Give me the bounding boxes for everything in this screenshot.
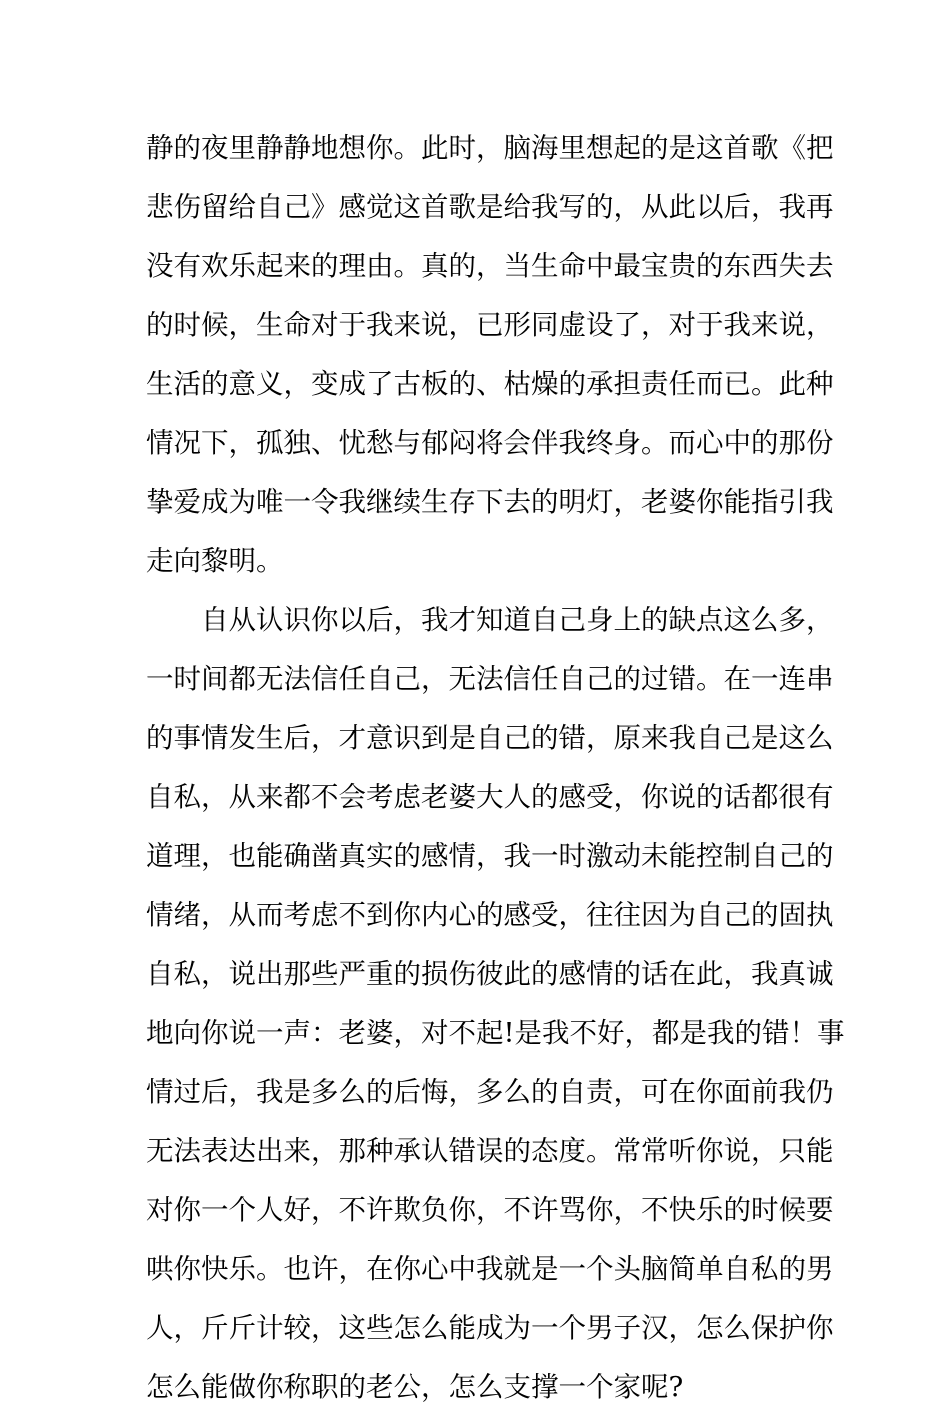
paragraph-2-line-11: 对你一个人好，不许欺负你，不许骂你，不快乐的时候要 — [146, 1194, 834, 1226]
paragraph-2-line-3: 的事情发生后，才意识到是自己的错，原来我自己是这么 — [146, 722, 834, 754]
paragraph-2-line-1: 自从认识你以后，我才知道自己身上的缺点这么多， — [201, 604, 834, 636]
paragraph-2-line-8: 地向你说一声：老婆，对不起!是我不好，都是我的错！事 — [146, 1017, 845, 1049]
paragraph-2-line-2: 一时间都无法信任自己，无法信任自己的过错。在一连串 — [146, 663, 834, 695]
paragraph-1-line-1: 静的夜里静静地想你。此时，脑海里想起的是这首歌《把 — [146, 132, 834, 164]
paragraph-1-line-6: 情况下，孤独、忧愁与郁闷将会伴我终身。而心中的那份 — [146, 427, 834, 459]
paragraph-2-line-14: 怎么能做你称职的老公，怎么支撑一个家呢? — [146, 1371, 684, 1403]
paragraph-1-line-3: 没有欢乐起来的理由。真的，当生命中最宝贵的东西失去 — [146, 250, 834, 282]
paragraph-1-line-2: 悲伤留给自己》感觉这首歌是给我写的，从此以后，我再 — [146, 191, 834, 223]
paragraph-2-line-10: 无法表达出来，那种承认错误的态度。常常听你说，只能 — [146, 1135, 834, 1167]
paragraph-1-line-5: 生活的意义，变成了古板的、枯燥的承担责任而已。此种 — [146, 368, 834, 400]
paragraph-2-line-13: 人，斤斤计较，这些怎么能成为一个男子汉，怎么保护你 — [146, 1312, 834, 1344]
paragraph-2-line-7: 自私，说出那些严重的损伤彼此的感情的话在此，我真诚 — [146, 958, 834, 990]
paragraph-2-line-5: 道理，也能确凿真实的感情，我一时激动未能控制自己的 — [146, 840, 834, 872]
paragraph-2-line-4: 自私，从来都不会考虑老婆大人的感受，你说的话都很有 — [146, 781, 834, 813]
paragraph-1-line-8: 走向黎明。 — [146, 545, 284, 577]
paragraph-2-line-6: 情绪，从而考虑不到你内心的感受，往往因为自己的固执 — [146, 899, 834, 931]
paragraph-1-line-7: 挚爱成为唯一令我继续生存下去的明灯，老婆你能指引我 — [146, 486, 834, 518]
paragraph-1-line-4: 的时候，生命对于我来说，已形同虚设了，对于我来说， — [146, 309, 834, 341]
paragraph-2-line-9: 情过后，我是多么的后悔，多么的自责，可在你面前我仍 — [146, 1076, 834, 1108]
document-body — [146, 128, 845, 1426]
paragraph-2-line-12: 哄你快乐。也许，在你心中我就是一个头脑简单自私的男 — [146, 1253, 834, 1285]
